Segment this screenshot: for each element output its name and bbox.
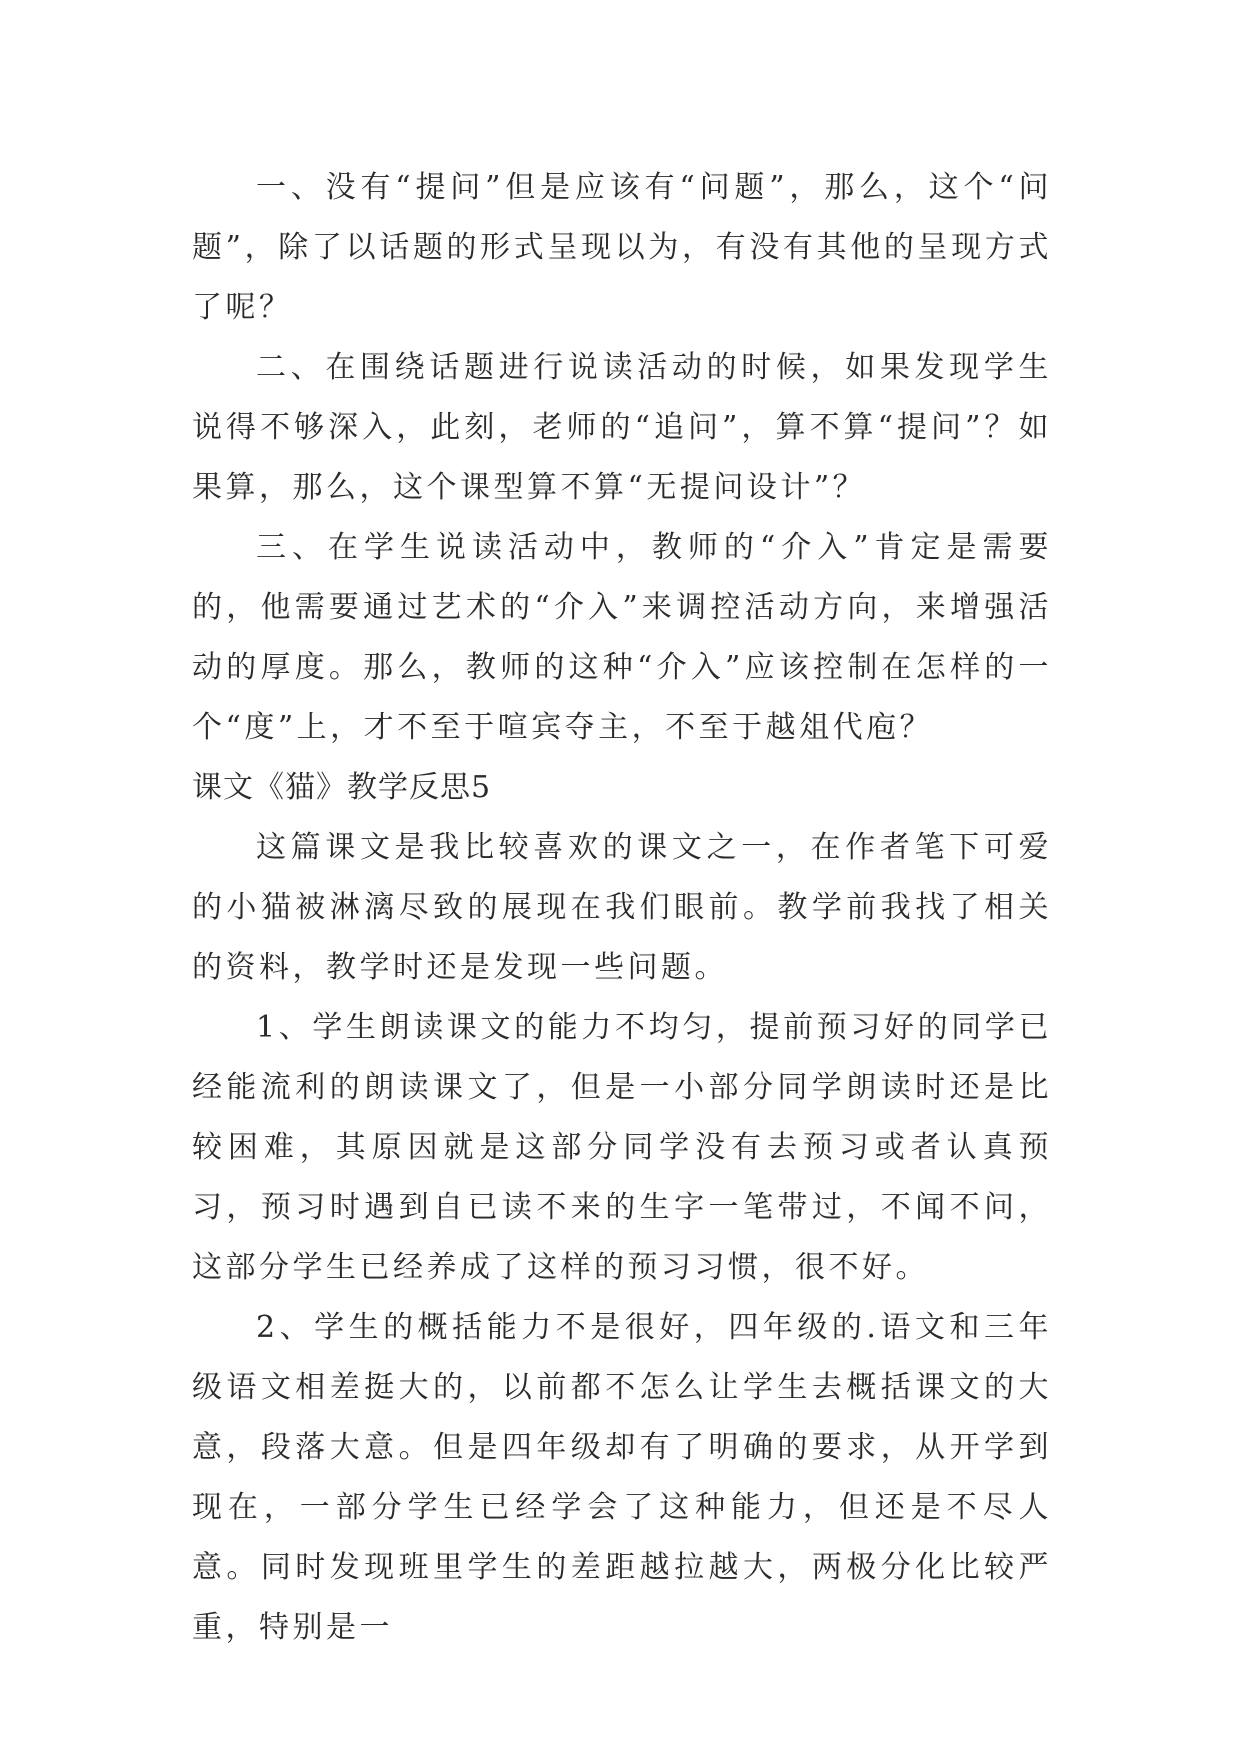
paragraph-question-three: 三、在学生说读活动中，教师的“介入”肯定是需要的，他需要通过艺术的“介入”来调控活动方向，来增强活动的厚度。那么，教师的这种“介入”应该控制在怎样的一个“度”上，才不至于喧宾夺主，不至于越俎代庖？ bbox=[192, 530, 1052, 745]
document-body bbox=[192, 158, 1052, 1658]
paragraph-question-one: 一、没有“提问”但是应该有“问题”，那么，这个“问题”，除了以话题的形式呈现以为，有没有其他的呈现方式了呢？ bbox=[192, 170, 1052, 325]
paragraph-question-two: 二、在围绕话题进行说读活动的时候，如果发现学生说得不够深入，此刻，老师的“追问”，算不算“提问”？如果算，那么，这个课型算不算“无提问设计”？ bbox=[192, 350, 1052, 505]
paragraph-intro: 这篇课文是我比较喜欢的课文之一，在作者笔下可爱的小猫被淋漓尽致的展现在我们眼前。教学前我找了相关的资料，教学时还是发现一些问题。 bbox=[192, 830, 1052, 985]
section-heading: 课文《猫》教学反思5 bbox=[192, 770, 492, 805]
paragraph-point-two: 2、学生的概括能力不是很好，四年级的.语文和三年级语文相差挺大的，以前都不怎么让学生去概括课文的大意，段落大意。但是四年级却有了明确的要求，从开学到现在，一部分学生已经学会了这种能力，但还是不尽人意。同时发现班里学生的差距越拉越大，两极分化比较严重，特别是一 bbox=[192, 1310, 1052, 1645]
paragraph-point-one: 1、学生朗读课文的能力不均匀，提前预习好的同学已经能流利的朗读课文了，但是一小部分同学朗读时还是比较困难，其原因就是这部分同学没有去预习或者认真预习，预习时遇到自已读不来的生字一笔带过，不闻不问，这部分学生已经养成了这样的预习习惯，很不好。 bbox=[192, 1010, 1052, 1285]
